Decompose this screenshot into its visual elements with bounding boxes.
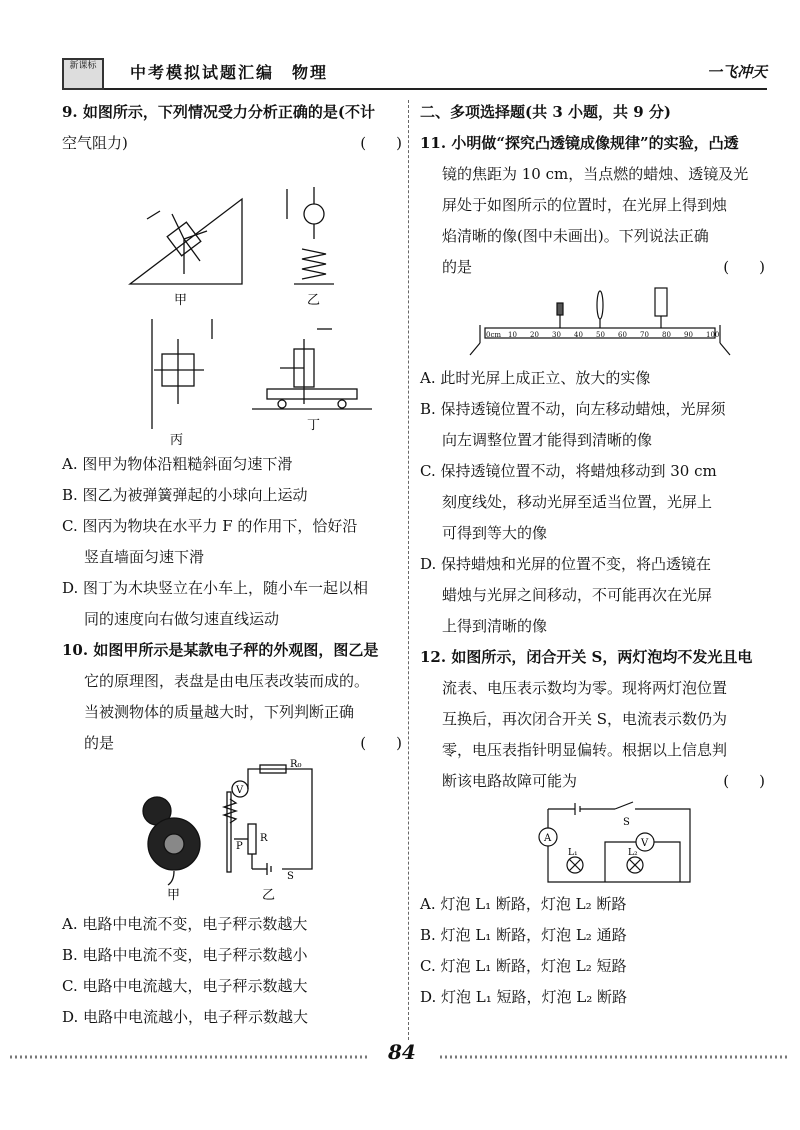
q9-option-d: D. 图丁为木块竖立在小车上，随小车一起以相 — [62, 579, 369, 597]
right-column — [420, 97, 765, 1013]
q12-label-l2: L₂ — [628, 848, 638, 858]
q10-label-r: R — [260, 833, 268, 844]
q10-option-b: B. 电路中电流不变，电子秤示数越小 — [62, 946, 308, 964]
q12-stem-line1: 12. 如图所示，闭合开关 S，两灯泡均不发光且电 — [420, 648, 753, 666]
book-title: 中考模拟试题汇编 物理 — [130, 63, 329, 82]
bench-tick-label: 60 — [618, 331, 627, 339]
q12-stem-line4: 零，电压表指针明显偏转。根据以上信息判 — [442, 741, 728, 759]
q10-fig-jia-label: 甲 — [167, 888, 181, 903]
bench-tick-label: 50 — [596, 331, 605, 339]
q12-option-b: B. 灯泡 L₁ 断路，灯泡 L₂ 通路 — [420, 926, 627, 944]
bench-tick-label: 80 — [662, 331, 671, 339]
q9-option-b: B. 图乙为被弹簧弹起的小球向上运动 — [62, 486, 308, 504]
q9-option-a: A. 图甲为物体沿粗糙斜面匀速下滑 — [62, 455, 293, 473]
q9-fig-yi-label: 乙 — [307, 293, 321, 308]
q11-option-c: C. 保持透镜位置不动，将蜡烛移动到 30 cm — [420, 462, 717, 480]
left-column — [62, 97, 402, 1033]
book-logo: 新课标 — [62, 58, 104, 90]
q12-option-a: A. 灯泡 L₁ 断路，灯泡 L₂ 断路 — [420, 895, 627, 913]
optical-bench-figure — [420, 283, 750, 363]
q11-stem-line2: 镜的焦距为 10 cm，当点燃的蜡烛、透镜及光 — [442, 165, 749, 183]
q11-option-d-cont2: 上得到清晰的像 — [442, 617, 548, 635]
bench-tick-label: 10 — [508, 331, 517, 339]
column-divider — [408, 100, 409, 1040]
q9-option-c: C. 图丙为物块在水平力 F 的作用下，恰好沿 — [62, 517, 358, 535]
q9-option-d-cont: 同的速度向右做匀速直线运动 — [84, 610, 280, 628]
q10-answer-blank: ( ) — [360, 734, 402, 752]
brand-title: 一飞冲天 — [706, 63, 767, 81]
q12-label-l1: L₁ — [568, 848, 578, 858]
q11-option-d-cont1: 蜡烛与光屏之间移动，不可能再次在光屏 — [442, 586, 713, 604]
q12-stem-line2: 流表、电压表示数均为零。现将两灯泡位置 — [442, 679, 728, 697]
page-number: 84 — [388, 1040, 416, 1064]
q10-label-s: S — [287, 871, 294, 882]
bench-tick-label: 30 — [552, 331, 561, 339]
q11-option-b: B. 保持透镜位置不动，向左移动蜡烛，光屏须 — [420, 400, 726, 418]
q10-label-r0: R₀ — [290, 759, 302, 770]
bench-tick-label: 40 — [574, 331, 583, 339]
q10-fig-yi-label: 乙 — [262, 888, 276, 903]
q11-stem-line1: 11. 小明做“探究凸透镜成像规律”的实验，凸透 — [420, 134, 739, 152]
q9-fig-ding-label: 丁 — [307, 418, 321, 433]
q9-option-c-cont: 竖直墙面匀速下滑 — [84, 548, 205, 566]
q11-option-c-cont1: 刻度线处，移动光屏至适当位置，光屏上 — [442, 493, 713, 511]
q11-option-c-cont2: 可得到等大的像 — [442, 524, 548, 542]
q11-option-d: D. 保持蜡烛和光屏的位置不变，将凸透镜在 — [420, 555, 712, 573]
bench-tick-label: 100 — [706, 331, 720, 339]
q11-stem-line4: 焰清晰的像(图中未画出)。下列说法正确 — [442, 227, 709, 245]
q10-option-c: C. 电路中电流越大，电子秤示数越大 — [62, 977, 308, 995]
q9-fig-jia-label: 甲 — [174, 293, 188, 308]
q10-option-d: D. 电路中电流越小，电子秤示数越大 — [62, 1008, 309, 1026]
q11-answer-blank: ( ) — [723, 258, 765, 276]
q12-label-s: S — [623, 817, 630, 828]
q12-answer-blank: ( ) — [723, 772, 765, 790]
bench-tick-label: 20 — [530, 331, 539, 339]
q10-stem-line1: 10. 如图甲所示是某款电子秤的外观图，图乙是 — [62, 641, 379, 659]
q9-stem-line1: 9. 如图所示，下列情况受力分析正确的是(不计 — [62, 103, 375, 121]
q11-stem-line5: 的是 — [442, 258, 473, 276]
q12-label-v: V — [641, 838, 649, 849]
bench-tick-label: 70 — [640, 331, 649, 339]
q9-fig-bing-label: 丙 — [170, 433, 184, 448]
q10-option-a: A. 电路中电流不变，电子秤示数越大 — [62, 915, 308, 933]
page-header — [62, 58, 767, 90]
q11-option-a: A. 此时光屏上成正立、放大的实像 — [420, 369, 651, 387]
q11-option-b-cont: 向左调整位置才能得到清晰的像 — [442, 431, 653, 449]
q10-label-v: V — [236, 785, 244, 796]
bench-tick-label: 0cm — [486, 331, 502, 339]
q12-option-d: D. 灯泡 L₁ 短路，灯泡 L₂ 断路 — [420, 988, 628, 1006]
q10-stem-line2: 它的原理图，表盘是由电压表改装而成的。 — [84, 672, 370, 690]
q11-stem-line3: 屏处于如图所示的位置时，在光屏上得到烛 — [442, 196, 728, 214]
q10-stem-line3: 当被测物体的质量越大时，下列判断正确 — [84, 703, 355, 721]
section-title: 二、多项选择题(共 3 小题，共 9 分) — [420, 103, 671, 121]
q9-answer-blank: ( ) — [360, 134, 402, 152]
q12-option-c: C. 灯泡 L₁ 断路，灯泡 L₂ 短路 — [420, 957, 627, 975]
q10-figures — [62, 759, 392, 909]
q12-circuit-figure — [420, 797, 750, 889]
q10-label-p: P — [236, 841, 243, 852]
bench-tick-label: 90 — [684, 331, 693, 339]
q12-label-a: A — [544, 833, 552, 844]
q9-stem-line2: 空气阻力) — [62, 134, 128, 152]
q12-stem-line5: 断该电路故障可能为 — [442, 772, 578, 790]
q9-figures — [62, 159, 392, 449]
q12-stem-line3: 互换后，再次闭合开关 S，电流表示数仍为 — [442, 710, 728, 728]
q10-stem-line4: 的是 — [84, 734, 115, 752]
